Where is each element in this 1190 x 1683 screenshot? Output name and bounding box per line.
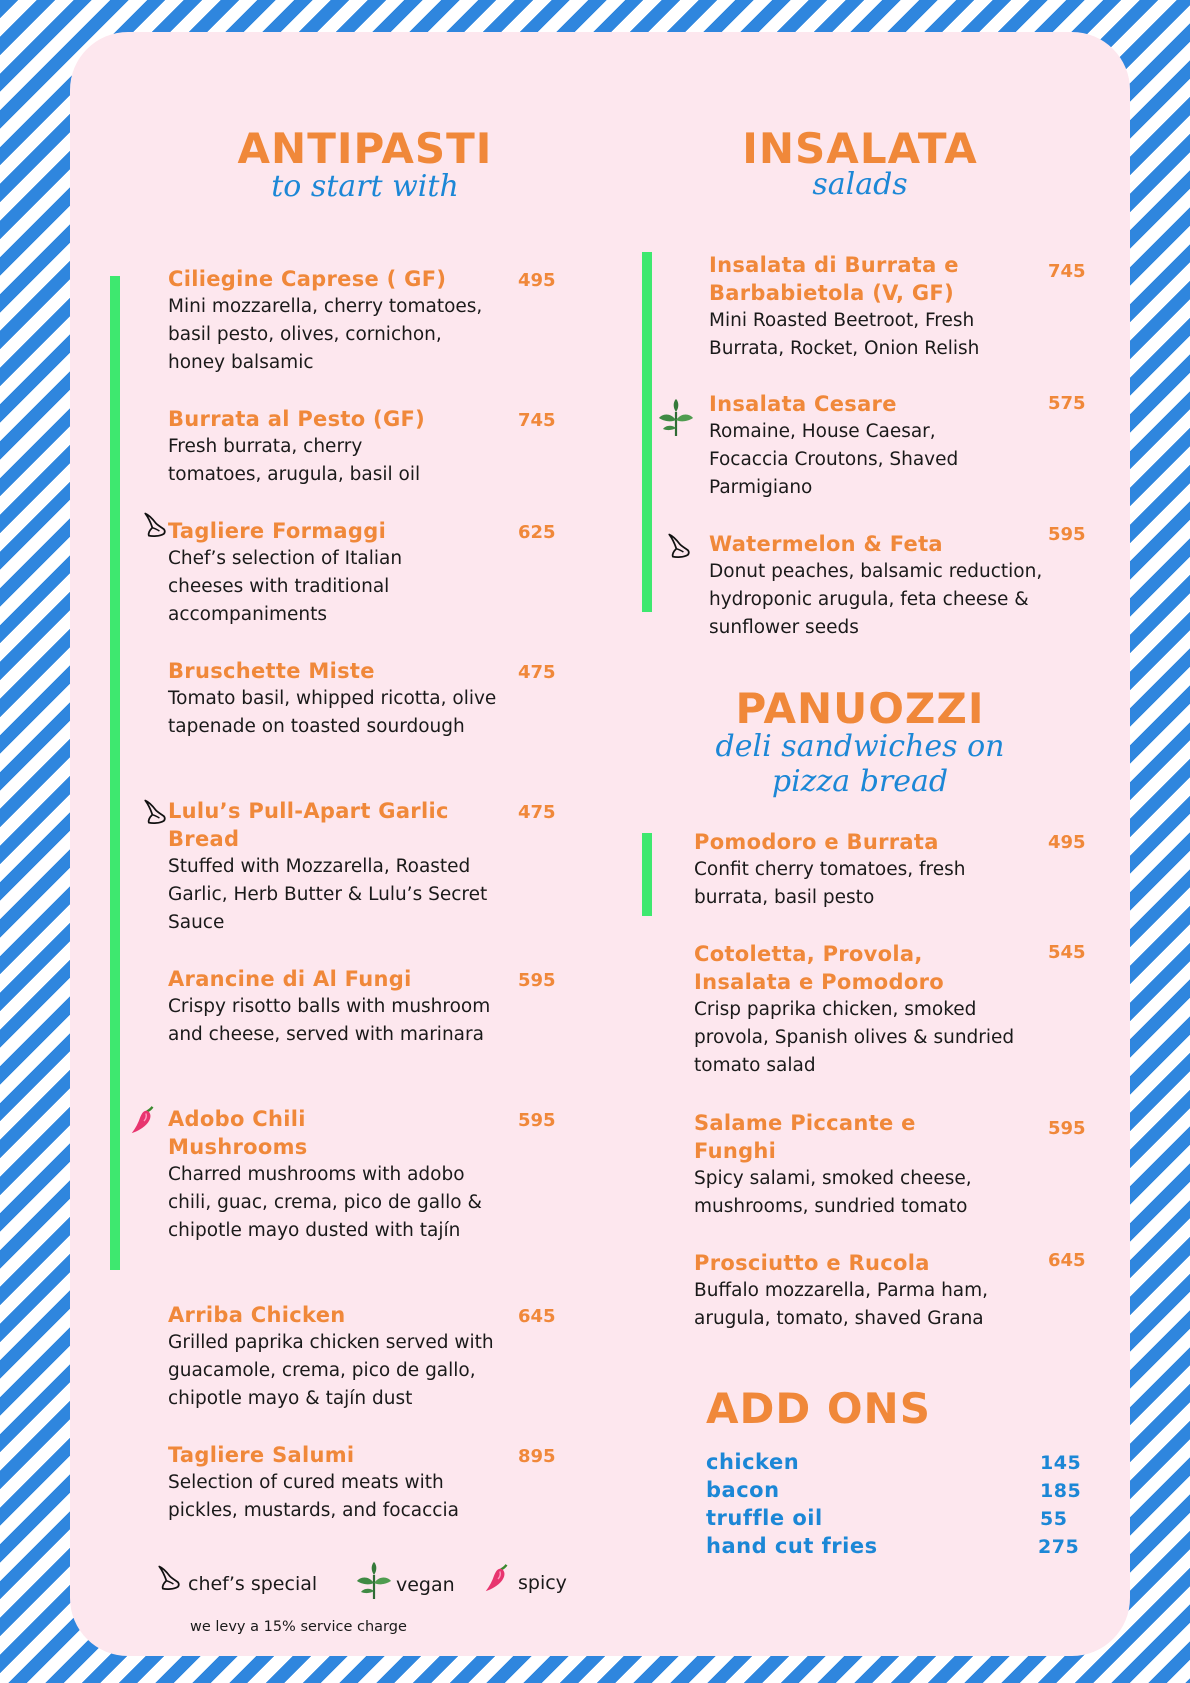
menu-item bbox=[168, 265, 498, 377]
vegan-icon bbox=[656, 398, 696, 438]
item-price: 625 bbox=[518, 522, 556, 543]
menu-item bbox=[694, 1109, 1034, 1221]
item-description: Buffalo mozzarella, Parma ham, arugula, tomato, shaved Grana bbox=[694, 1280, 989, 1329]
addon-price: 185 bbox=[1040, 1480, 1082, 1502]
addon-price: 145 bbox=[1040, 1452, 1082, 1474]
service-charge-note: we levy a 15% service charge bbox=[190, 1619, 407, 1635]
item-price: 475 bbox=[518, 802, 556, 823]
menu-item bbox=[709, 251, 1039, 363]
menu-item bbox=[168, 1105, 498, 1245]
addon-name: hand cut fries bbox=[706, 1534, 878, 1558]
addon-price: 55 bbox=[1040, 1508, 1068, 1530]
item-description: Crisp paprika chicken, smoked provola, Spanish olives & sundried tomato salad bbox=[694, 999, 1015, 1076]
item-price: 595 bbox=[518, 1110, 556, 1131]
item-name: Ciliegine Caprese ( GF) bbox=[168, 267, 447, 291]
chef-special-icon bbox=[664, 531, 694, 561]
insalata-title: INSALATA bbox=[742, 124, 978, 173]
item-price: 575 bbox=[1048, 393, 1086, 414]
chef-special-icon bbox=[140, 797, 170, 827]
item-price: 645 bbox=[518, 1306, 556, 1327]
item-name: Salame Piccante e Funghi bbox=[694, 1111, 916, 1163]
item-price: 495 bbox=[1048, 832, 1086, 853]
addon-name: truffle oil bbox=[706, 1506, 823, 1530]
menu-item bbox=[168, 1301, 508, 1413]
panuozzi-subtitle-line1: deli sandwiches on bbox=[715, 729, 1005, 764]
item-name: Tagliere Salumi bbox=[168, 1443, 355, 1467]
item-description: Stuffed with Mozzarella, Roasted Garlic, Herb Butter & Lulu’s Secret Sauce bbox=[168, 856, 488, 933]
menu-item bbox=[694, 940, 1034, 1080]
item-name: Arriba Chicken bbox=[168, 1303, 346, 1327]
menu-item bbox=[168, 965, 498, 1049]
vegan-icon bbox=[354, 1561, 394, 1601]
item-description: Mini mozzarella, cherry tomatoes, basil pesto, olives, cornichon, honey balsamic bbox=[168, 296, 483, 373]
item-description: Grilled paprika chicken served with guacamole, crema, pico de gallo, chipotle mayo & tajín dust bbox=[168, 1332, 494, 1409]
menu-item bbox=[709, 390, 1039, 502]
item-price: 745 bbox=[1048, 261, 1086, 282]
addon-price: 275 bbox=[1038, 1536, 1080, 1558]
menu-item bbox=[694, 828, 1034, 912]
menu-item bbox=[168, 657, 498, 741]
chef-special-icon bbox=[140, 510, 170, 540]
item-name: Bruschette Miste bbox=[168, 659, 375, 683]
item-price: 645 bbox=[1048, 1250, 1086, 1271]
item-name: Cotoletta, Provola, Insalata e Pomodoro bbox=[694, 942, 944, 994]
item-description: Tomato basil, whipped ricotta, olive tapenade on toasted sourdough bbox=[168, 688, 497, 737]
menu-item bbox=[709, 530, 1049, 642]
item-description: Charred mushrooms with adobo chili, guac, crema, pico de gallo & chipotle mayo dusted with tajín bbox=[168, 1164, 482, 1241]
item-description: Chef’s selection of Italian cheeses with traditional accompaniments bbox=[168, 548, 403, 625]
insalata-highlight-bar bbox=[642, 252, 652, 612]
item-name: Burrata al Pesto (GF) bbox=[168, 407, 426, 431]
item-name: Lulu’s Pull-Apart Garlic Bread bbox=[168, 799, 449, 851]
item-description: Donut peaches, balsamic reduction, hydroponic arugula, feta cheese & sunflower seeds bbox=[709, 561, 1043, 638]
item-description: Crispy risotto balls with mushroom and cheese, served with marinara bbox=[168, 996, 491, 1045]
addons-title: ADD ONS bbox=[706, 1384, 931, 1433]
item-name: Tagliere Formaggi bbox=[168, 519, 387, 543]
item-price: 895 bbox=[518, 1446, 556, 1467]
item-name: Prosciutto e Rucola bbox=[694, 1251, 930, 1275]
menu-item bbox=[168, 405, 498, 489]
item-price: 595 bbox=[1048, 524, 1086, 545]
item-description: Mini Roasted Beetroot, Fresh Burrata, Rocket, Onion Relish bbox=[709, 310, 980, 359]
antipasti-highlight-bar bbox=[110, 276, 120, 1270]
menu-item bbox=[168, 797, 508, 937]
item-name: Insalata di Burrata e Barbabietola (V, GF) bbox=[709, 253, 959, 305]
panuozzi-subtitle-line2: pizza bread bbox=[771, 764, 949, 799]
item-price: 595 bbox=[518, 970, 556, 991]
item-name: Insalata Cesare bbox=[709, 392, 897, 416]
item-name: Arancine di Al Fungi bbox=[168, 967, 412, 991]
panuozzi-highlight-bar bbox=[642, 833, 652, 916]
chef-special-icon bbox=[154, 1563, 184, 1593]
legend-spicy: spicy bbox=[518, 1572, 567, 1594]
item-price: 475 bbox=[518, 662, 556, 683]
antipasti-title: ANTIPASTI bbox=[237, 124, 493, 173]
menu-item bbox=[168, 1441, 508, 1525]
item-name: Adobo Chili Mushrooms bbox=[168, 1107, 308, 1159]
addon-name: chicken bbox=[706, 1450, 800, 1474]
item-description: Spicy salami, smoked cheese, mushrooms, sundried tomato bbox=[694, 1168, 972, 1217]
legend-chef-special: chef’s special bbox=[188, 1573, 318, 1595]
addon-name: bacon bbox=[706, 1478, 780, 1502]
panuozzi-title: PANUOZZI bbox=[735, 684, 985, 733]
item-description: Selection of cured meats with pickles, mustards, and focaccia bbox=[168, 1472, 459, 1521]
item-price: 595 bbox=[1048, 1118, 1086, 1139]
spicy-icon bbox=[482, 1562, 514, 1594]
item-price: 495 bbox=[518, 270, 556, 291]
menu-item bbox=[694, 1249, 1034, 1333]
item-description: Romaine, House Caesar, Focaccia Croutons, Shaved Parmigiano bbox=[709, 421, 959, 498]
item-name: Pomodoro e Burrata bbox=[694, 830, 939, 854]
legend-vegan: vegan bbox=[396, 1574, 455, 1596]
antipasti-subtitle: to start with bbox=[271, 169, 459, 204]
item-name: Watermelon & Feta bbox=[709, 532, 943, 556]
insalata-subtitle: salads bbox=[812, 167, 908, 202]
item-price: 545 bbox=[1048, 942, 1086, 963]
item-description: Fresh burrata, cherry tomatoes, arugula, basil oil bbox=[168, 436, 421, 485]
spicy-icon bbox=[128, 1104, 160, 1136]
item-description: Confit cherry tomatoes, fresh burrata, basil pesto bbox=[694, 859, 966, 908]
item-price: 745 bbox=[518, 410, 556, 431]
menu-item bbox=[168, 517, 498, 629]
